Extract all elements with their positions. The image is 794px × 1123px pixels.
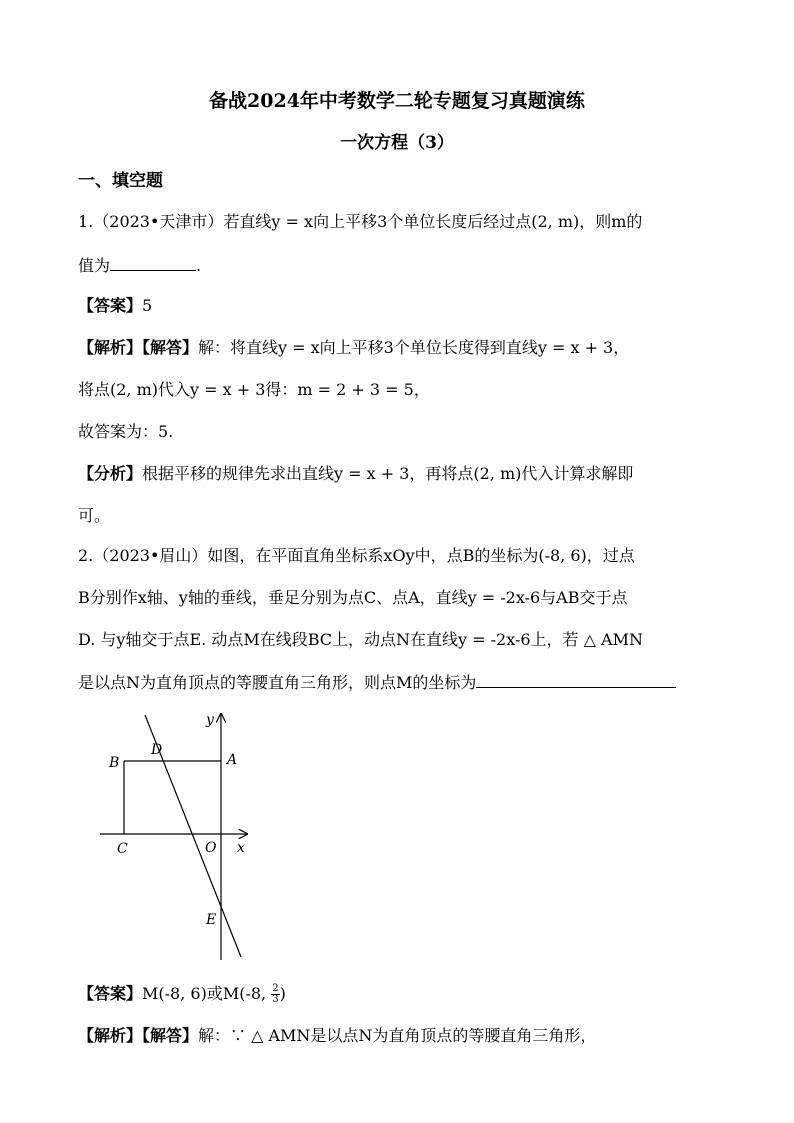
q1-remark-line1	[78, 463, 633, 485]
section-heading: 一、填空题	[78, 171, 163, 191]
document-subtitle: 一次方程（3）	[340, 133, 454, 153]
answer-blank	[110, 254, 196, 271]
label-o: O	[205, 840, 217, 856]
q2-stem-line1: 2.（2023•眉山）如图，在平面直角坐标系xOy中，点B的坐标为(-8, 6)，过点	[78, 546, 635, 565]
q2-stem-line3: D. 与y轴交于点E. 动点M在线段BC上，动点N在直线y = -2x-6上，若 △ AMN	[78, 630, 643, 649]
remark-text: 根据平移的规律先求出直线y = x + 3，再将点(2, m)代入计算求解即	[142, 464, 634, 483]
answer-fraction	[271, 984, 279, 1005]
remark-tag: 【分析】	[78, 464, 143, 483]
label-a: A	[227, 752, 238, 768]
q2-stem-line2: B分别作x轴、y轴的垂线，垂足分别为点C、点A，直线y = -2x-6与AB交于点	[78, 588, 628, 607]
q1-analysis-line1	[78, 337, 629, 359]
answer-value: 5	[142, 296, 153, 315]
analysis-tag: 【解析】【解答】	[78, 338, 199, 357]
answer-blank	[476, 671, 676, 688]
label-d: D	[151, 742, 163, 758]
fraction-denominator: 3	[272, 994, 279, 1005]
label-b: B	[109, 755, 120, 771]
answer-text: M(-8, 6)或M(-8,	[142, 984, 272, 1003]
q1-stem-line1: 1.（2023•天津市）若直线y = x向上平移3个单位长度后经过点(2, m)，则m的	[78, 212, 643, 231]
label-e: E	[206, 912, 217, 928]
label-x: x	[237, 840, 245, 856]
analysis-tag: 【解析】【解答】	[78, 1026, 199, 1045]
answer-tag: 【答案】	[78, 296, 143, 315]
q1-stem-text: 值为	[78, 256, 111, 275]
q1-answer	[78, 295, 152, 317]
document-title: 备战2024年中考数学二轮专题复习真题演练	[209, 90, 585, 112]
analysis-text: 解：将直线y = x向上平移3个单位长度得到直线y = x + 3，	[198, 338, 630, 357]
q2-stem-text: 是以点N为直角顶点的等腰直角三角形，则点M的坐标为	[78, 673, 477, 692]
q1-analysis-line2: 将点(2, m)代入y = x + 3得：m = 2 + 3 = 5，	[78, 380, 430, 399]
coordinate-figure	[95, 700, 265, 965]
fraction-numerator: 2	[272, 983, 279, 994]
analysis-text: 解：∵ △ AMN是以点N为直角顶点的等腰直角三角形，	[198, 1026, 597, 1045]
label-y: y	[206, 712, 214, 728]
q2-answer	[78, 983, 286, 1005]
answer-close: )	[279, 984, 286, 1003]
q1-remark-line2: 可。	[78, 506, 111, 525]
q1-analysis-line3: 故答案为：5.	[78, 422, 174, 441]
label-c: C	[117, 841, 128, 857]
answer-tag: 【答案】	[78, 984, 143, 1003]
q2-analysis-line1	[78, 1025, 596, 1047]
q1-stem-line2: 值为 .	[78, 256, 202, 275]
q2-stem-line4	[78, 671, 676, 694]
